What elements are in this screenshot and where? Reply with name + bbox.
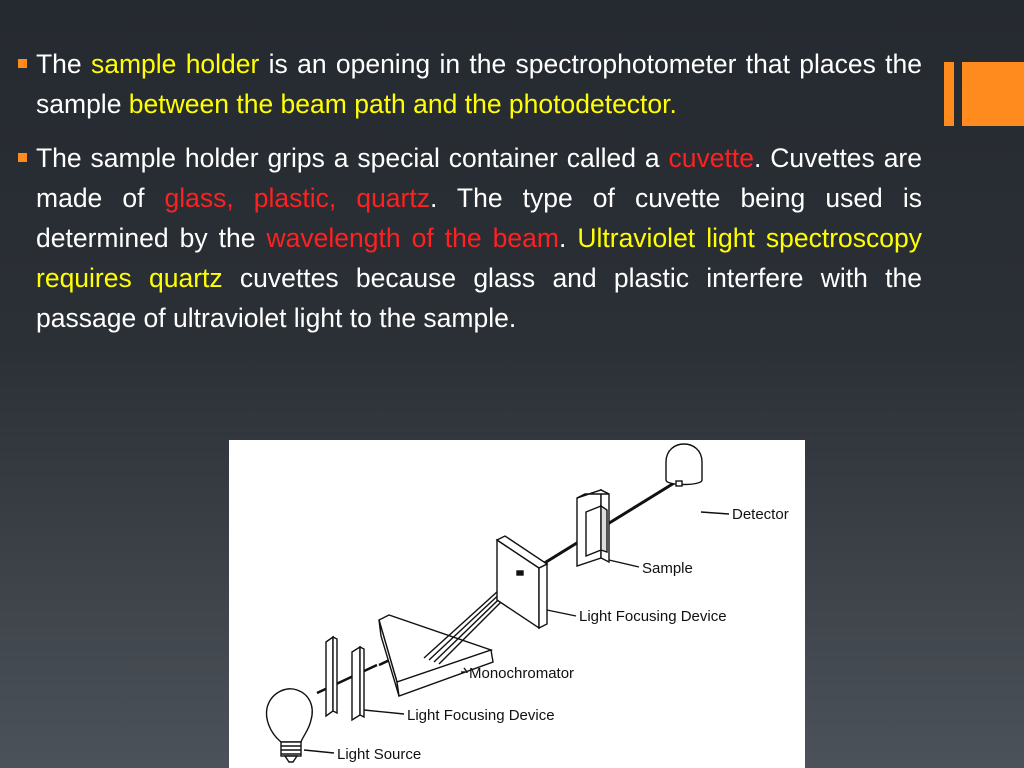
b2-s8: cuvettes because glass and plastic interfere with the passage of ultraviolet light to the sample.	[36, 263, 922, 333]
lower-focusing-plates	[326, 637, 364, 720]
label-sample: Sample	[642, 560, 693, 577]
accent-block	[962, 62, 1024, 126]
slide-content	[16, 44, 922, 352]
upper-focusing-plate	[497, 536, 547, 628]
label-detector: Detector	[732, 506, 789, 523]
b1-s2: is an opening in the spectrophotometer that places the sample	[36, 49, 922, 119]
label-monochromator: Monochromator	[469, 665, 575, 682]
b2-s0: The sample holder grips a special container called a	[36, 143, 669, 173]
bullet-1	[16, 44, 922, 124]
diagram-svg	[229, 440, 805, 768]
leader-focus-upper	[547, 610, 576, 616]
b2-s3: glass, plastic, quartz	[164, 183, 430, 213]
spectrophotometer-diagram	[229, 440, 805, 768]
b2-s5: wavelength of the beam	[266, 223, 559, 253]
accent-bar	[944, 62, 954, 126]
label-light-source: Light Source	[337, 746, 422, 763]
b2-s1: cuvette	[668, 143, 754, 173]
bullet-2	[16, 138, 922, 338]
label-light-focusing-upper: Light Focusing Device	[579, 608, 727, 625]
b1-s3: between the beam path and the photodetector.	[128, 89, 677, 119]
leader-focus-lower	[364, 710, 404, 714]
b2-s6: .	[558, 223, 578, 253]
leader-light-source	[304, 750, 334, 753]
bullet-square-icon	[18, 59, 27, 68]
b1-s0: The	[36, 49, 91, 79]
b2-s4: . The type of cuvette being used is determined by the	[36, 183, 922, 253]
leader-sample	[609, 560, 639, 567]
detector-icon	[666, 444, 702, 486]
label-light-focusing-lower: Light Focusing Device	[407, 707, 555, 724]
bullet-square-icon	[18, 153, 27, 162]
b2-s2: . Cuvettes are made of	[36, 143, 922, 213]
leader-detector	[701, 512, 729, 514]
cuvette-sample	[577, 490, 609, 566]
b1-s1: sample holder	[90, 49, 260, 79]
light-bulb-icon	[267, 689, 313, 762]
b2-s7: Ultraviolet light spectroscopy requires quartz	[36, 223, 922, 293]
